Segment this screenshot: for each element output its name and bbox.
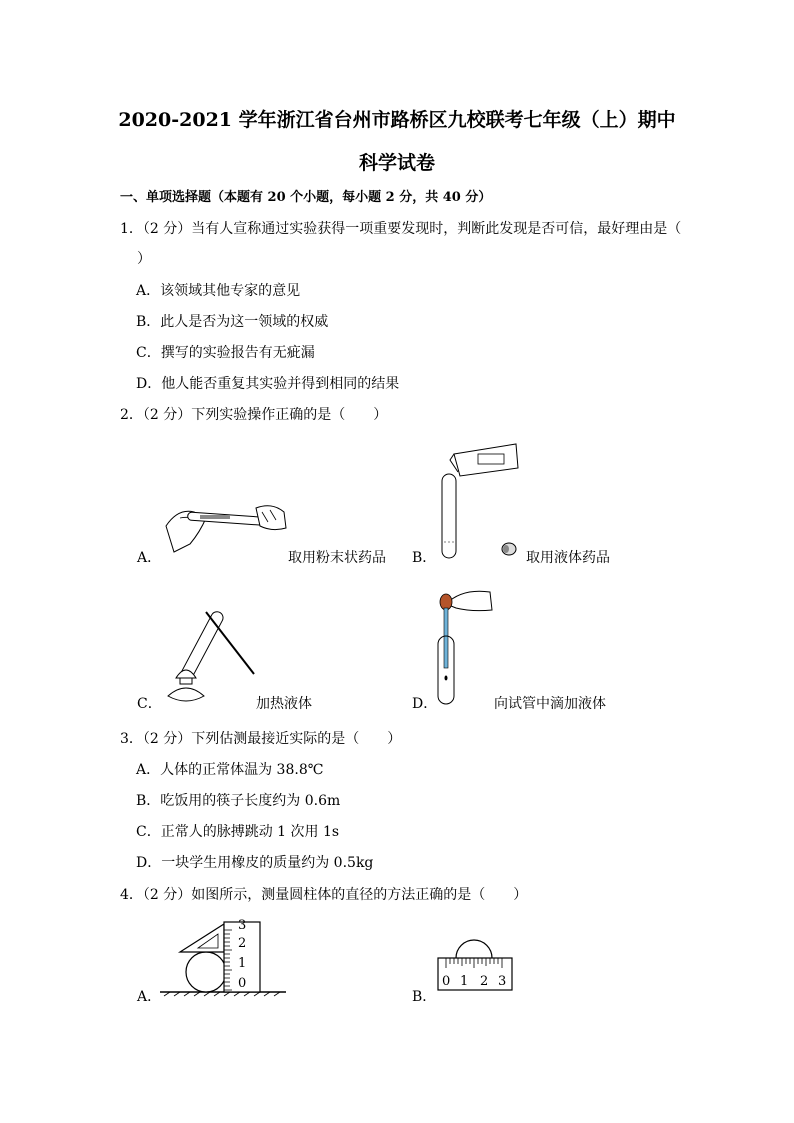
q2-stem: 2．（2 分）下列实验操作正确的是（ ） xyxy=(120,407,388,423)
q1-option-b[interactable]: B．此人是否为这一领域的权威 xyxy=(136,314,329,330)
ruler-circle-figure xyxy=(436,938,516,994)
ruler-b-tick-3: 3 xyxy=(498,974,507,989)
q2-option-a[interactable]: A． xyxy=(137,550,162,566)
ruler-b-tick-1: 1 xyxy=(460,974,469,989)
q3-option-c[interactable]: C．正常人的脉搏跳动 1 次用 1s xyxy=(136,824,340,840)
q2-option-d[interactable]: D． xyxy=(412,696,438,712)
q2-caption-c: 加热液体 xyxy=(256,696,312,712)
ruler-a-tick-0: 0 xyxy=(238,976,247,991)
ruler-b-tick-2: 2 xyxy=(480,974,489,989)
q3-option-b[interactable]: B．吃饭用的筷子长度约为 0.6m xyxy=(136,793,341,809)
ruler-a-tick-3: 3 xyxy=(238,918,247,933)
q1-option-d[interactable]: D．他人能否重复其实验并得到相同的结果 xyxy=(136,376,400,392)
q3-option-d[interactable]: D．一块学生用橡皮的质量约为 0.5kg xyxy=(136,855,374,871)
ruler-b-tick-0: 0 xyxy=(442,974,451,989)
q4-option-b[interactable]: B． xyxy=(412,989,437,1005)
q1-stem: 1．（2 分）当有人宣称通过实验获得一项重要发现时，判断此发现是否可信，最好理由是（ xyxy=(120,221,682,237)
ruler-a-tick-2: 2 xyxy=(238,936,247,951)
heating-liquid-figure xyxy=(160,606,260,706)
q1-option-a[interactable]: A．该领域其他专家的意见 xyxy=(136,283,301,299)
ruler-triangle-figure xyxy=(160,916,290,998)
q1-option-c[interactable]: C．撰写的实验报告有无疵漏 xyxy=(136,345,315,361)
q2-caption-b: 取用液体药品 xyxy=(526,550,610,566)
q4-option-a[interactable]: A． xyxy=(137,989,162,1005)
exam-title-line1: 2020-2021 学年浙江省台州市路桥区九校联考七年级（上）期中 xyxy=(118,109,676,131)
q2-option-c[interactable]: C． xyxy=(137,696,162,712)
dropper-figure xyxy=(432,586,502,710)
q3-stem: 3．（2 分）下列估测最接近实际的是（ ） xyxy=(120,731,402,747)
q4-stem: 4．（2 分）如图所示，测量圆柱体的直径的方法正确的是（ ） xyxy=(120,887,528,903)
q2-option-b[interactable]: B． xyxy=(412,550,437,566)
ruler-a-tick-1: 1 xyxy=(238,956,247,971)
exam-title-line2: 科学试卷 xyxy=(358,152,435,174)
section-heading: 一、单项选择题（本题有 20 个小题，每小题 2 分，共 40 分） xyxy=(120,190,492,205)
q2-caption-a: 取用粉末状药品 xyxy=(288,550,386,566)
hands-test-tube-figure xyxy=(160,498,290,558)
q1-stem-close: ） xyxy=(137,251,151,267)
q2-caption-d: 向试管中滴加液体 xyxy=(494,696,606,712)
bottle-stopper-icon xyxy=(500,540,518,558)
q3-option-a[interactable]: A．人体的正常体温为 38.8℃ xyxy=(136,762,324,778)
